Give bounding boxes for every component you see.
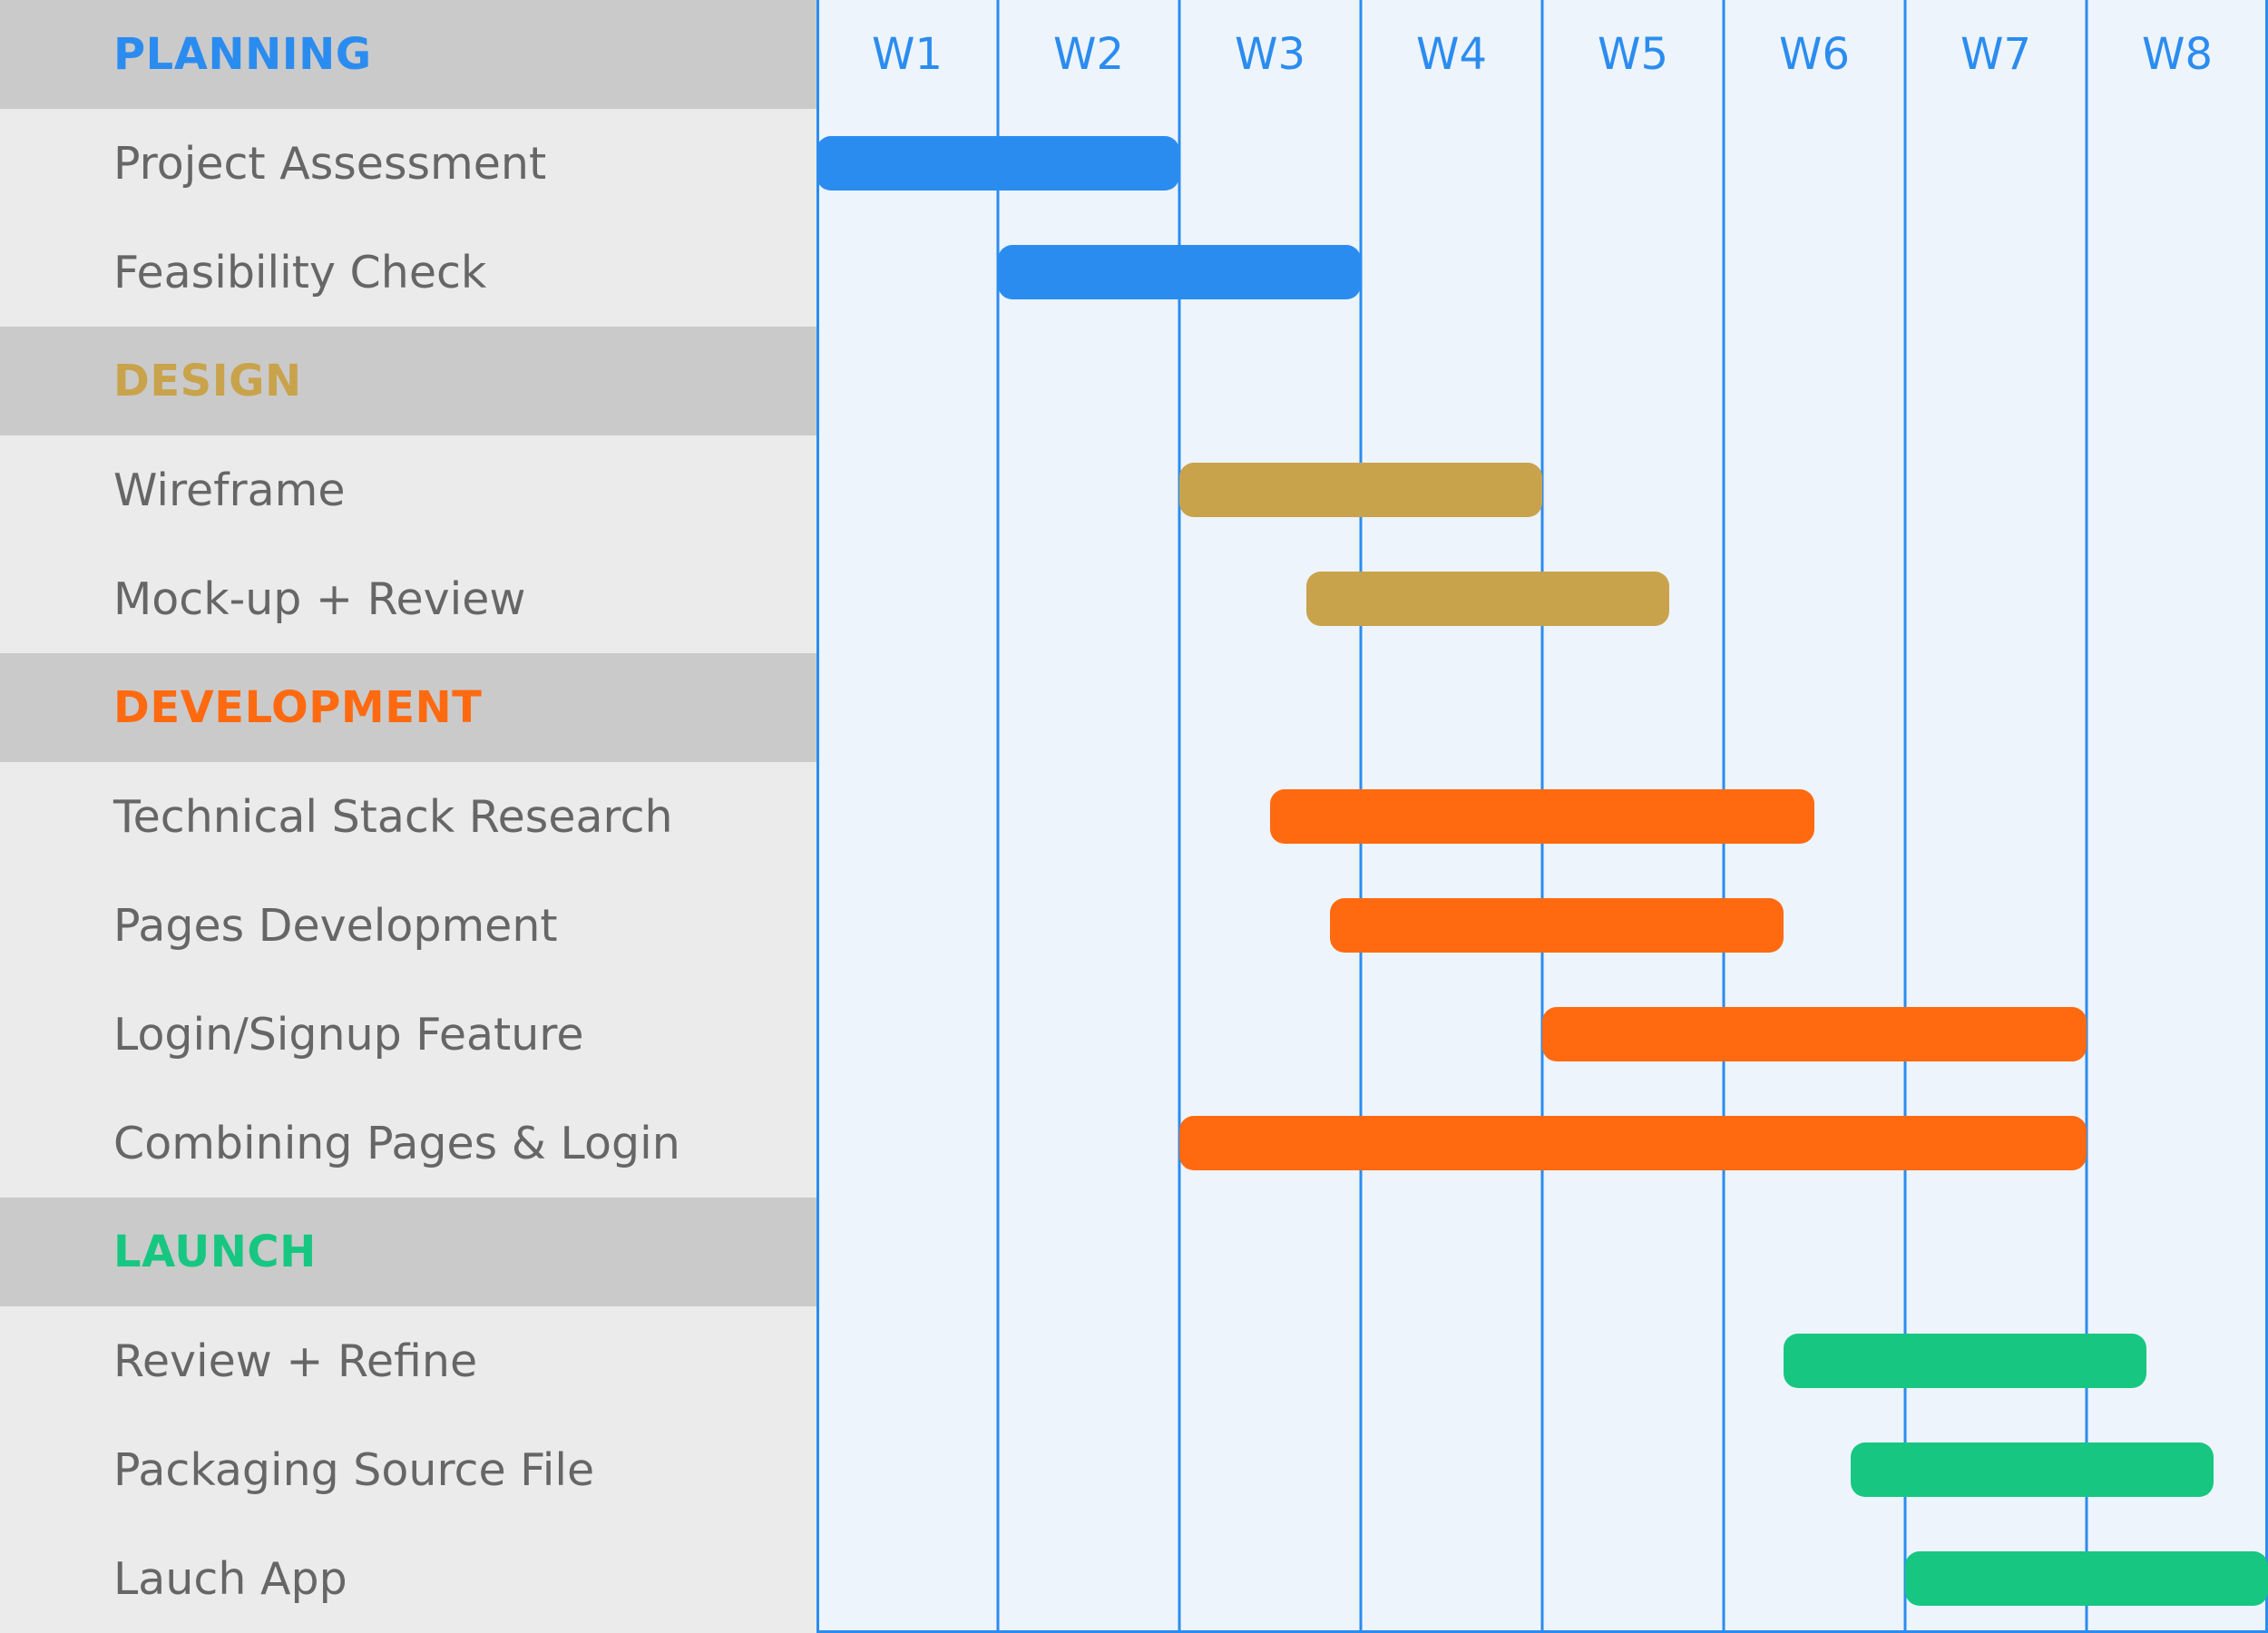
gantt-timeline-svg <box>816 0 2268 1633</box>
task-row-pages-development <box>0 871 816 980</box>
week-label-w3: W3 <box>1235 29 1305 80</box>
task-label: Login/Signup Feature <box>113 1008 584 1061</box>
task-bar-mock-up-review[interactable] <box>1306 572 1669 626</box>
week-label-w5: W5 <box>1598 29 1668 80</box>
task-label: Project Assessment <box>113 137 547 190</box>
phase-row-design <box>0 327 816 435</box>
task-row-review-refine <box>0 1306 816 1415</box>
phase-row-development <box>0 653 816 762</box>
task-bar-packaging-source-file[interactable] <box>1851 1442 2214 1497</box>
week-label-w2: W2 <box>1053 29 1124 80</box>
task-label: Wireframe <box>113 464 346 516</box>
task-bar-pages-development[interactable] <box>1330 898 1784 953</box>
task-label: Review + Refine <box>113 1335 478 1387</box>
phase-label: LAUNCH <box>113 1227 317 1277</box>
timeline-panel <box>816 0 2268 1633</box>
task-bar-login-signup-feature[interactable] <box>1542 1007 2087 1061</box>
task-row-packaging-source-file <box>0 1415 816 1524</box>
task-bar-combining-pages-login[interactable] <box>1179 1116 2087 1170</box>
task-row-wireframe <box>0 435 816 544</box>
phase-row-planning <box>0 0 816 109</box>
task-bar-review-refine[interactable] <box>1784 1334 2146 1388</box>
week-label-w8: W8 <box>2142 29 2213 80</box>
week-label-w6: W6 <box>1779 29 1850 80</box>
week-label-w1: W1 <box>872 29 943 80</box>
task-bar-technical-stack-research[interactable] <box>1270 789 1814 844</box>
task-label: Packaging Source File <box>113 1443 595 1496</box>
task-row-mock-up-review <box>0 544 816 653</box>
task-row-feasibility-check <box>0 218 816 327</box>
task-label-panel <box>0 0 816 1633</box>
task-bar-lauch-app[interactable] <box>1905 1551 2268 1606</box>
task-label: Pages Development <box>113 899 558 952</box>
phase-label: PLANNING <box>113 29 372 80</box>
task-label: Technical Stack Research <box>113 790 673 843</box>
phase-label: DESIGN <box>113 356 302 406</box>
task-bar-wireframe[interactable] <box>1179 463 1542 517</box>
week-label-w4: W4 <box>1416 29 1487 80</box>
task-row-technical-stack-research <box>0 762 816 871</box>
phase-label: DEVELOPMENT <box>113 682 483 733</box>
task-label: Feasibility Check <box>113 246 487 298</box>
task-bar-project-assessment[interactable] <box>816 136 1179 191</box>
task-label: Lauch App <box>113 1552 347 1605</box>
phase-row-launch <box>0 1198 816 1306</box>
task-label: Combining Pages & Login <box>113 1117 680 1169</box>
task-label: Mock-up + Review <box>113 572 526 625</box>
task-row-lauch-app <box>0 1524 816 1633</box>
task-row-combining-pages-login <box>0 1089 816 1198</box>
task-row-project-assessment <box>0 109 816 218</box>
task-row-login-signup-feature <box>0 980 816 1089</box>
week-label-w7: W7 <box>1960 29 2031 80</box>
task-bar-feasibility-check[interactable] <box>998 245 1361 299</box>
